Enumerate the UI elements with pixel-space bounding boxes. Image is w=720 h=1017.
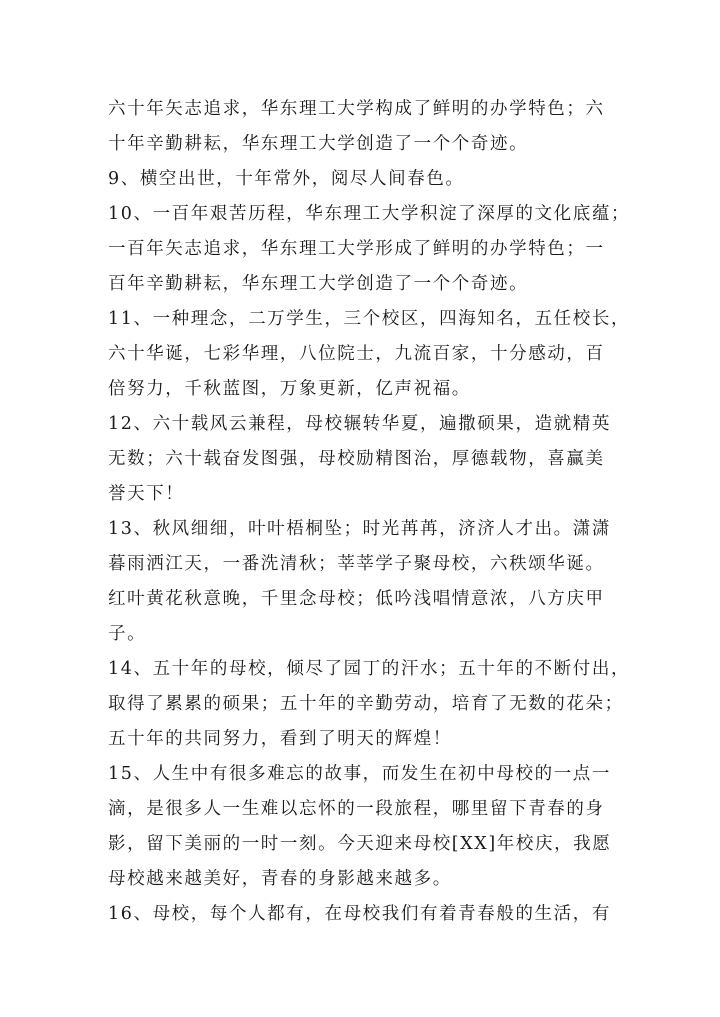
text-line: 百年辛勤耕耘，华东理工大学创造了一个个奇迹。 xyxy=(108,274,529,294)
text-line: 一百年矢志追求，华东理工大学形成了鲜明的办学特色；一 xyxy=(108,239,605,259)
text-line: 取得了累累的硕果；五十年的辛勤劳动，培育了无数的花朵； xyxy=(108,694,624,714)
text-line: 无数；六十载奋发图强，母校励精图治，厚德载物，喜赢美 xyxy=(108,449,605,469)
text-line: 誉天下！ xyxy=(108,484,185,504)
paragraph-11 xyxy=(108,302,631,407)
text-line: 9、横空出世，十年常外，阅尽人间春色。 xyxy=(108,169,465,189)
text-line: 影，留下美丽的一时一刻。今天迎来母校[XX]年校庆，我愿 xyxy=(108,834,612,854)
text-line: 10、一百年艰苦历程，华东理工大学积淀了深厚的文化底蕴； xyxy=(108,204,631,224)
text-line: 子。 xyxy=(108,624,147,644)
paragraph-13 xyxy=(108,512,624,652)
text-line: 十年辛勤耕耘，华东理工大学创造了一个个奇迹。 xyxy=(108,134,529,154)
text-line: 12、六十载风云兼程，母校辗转华夏，遍撒硕果，造就精英 xyxy=(108,414,611,434)
text-line: 15、人生中有很多难忘的故事，而发生在初中母校的一点一 xyxy=(108,764,611,784)
text-line: 红叶黄花秋意晚，千里念母校；低吟浅唱情意浓，八方庆甲 xyxy=(108,589,605,609)
paragraph-16 xyxy=(108,897,624,932)
text-line: 六十年矢志追求，华东理工大学构成了鲜明的办学特色；六 xyxy=(108,99,605,119)
text-line: 滴，是很多人一生难以忘怀的一段旅程，哪里留下青春的身 xyxy=(108,799,605,819)
paragraph-1 xyxy=(108,92,624,162)
text-line: 五十年的共同努力，看到了明天的辉煌！ xyxy=(108,729,452,749)
document-page xyxy=(108,92,631,932)
text-line: 16、母校，每个人都有，在母校我们有着青春般的生活，有 xyxy=(108,904,611,924)
text-line: 13、秋风细细，叶叶梧桐坠；时光苒苒，济济人才出。潇潇 xyxy=(108,519,611,539)
text-line: 暮雨洒江天，一番洗清秋；莘莘学子聚母校，六秩颂华诞。 xyxy=(108,554,605,574)
paragraph-9 xyxy=(108,162,624,197)
paragraph-14 xyxy=(108,652,631,757)
text-line: 母校越来越美好，青春的身影越来越多。 xyxy=(108,869,452,889)
text-line: 14、五十年的母校，倾尽了园丁的汗水；五十年的不断付出， xyxy=(108,659,631,679)
text-line: 倍努力，千秋蓝图，万象更新，亿声祝福。 xyxy=(108,379,471,399)
paragraph-15 xyxy=(108,757,624,897)
paragraph-12 xyxy=(108,407,624,512)
text-line: 六十华诞，七彩华理，八位院士，九流百家，十分感动，百 xyxy=(108,344,605,364)
text-line: 11、一种理念，二万学生，三个校区，四海知名，五任校长， xyxy=(108,309,631,329)
paragraph-10 xyxy=(108,197,631,302)
